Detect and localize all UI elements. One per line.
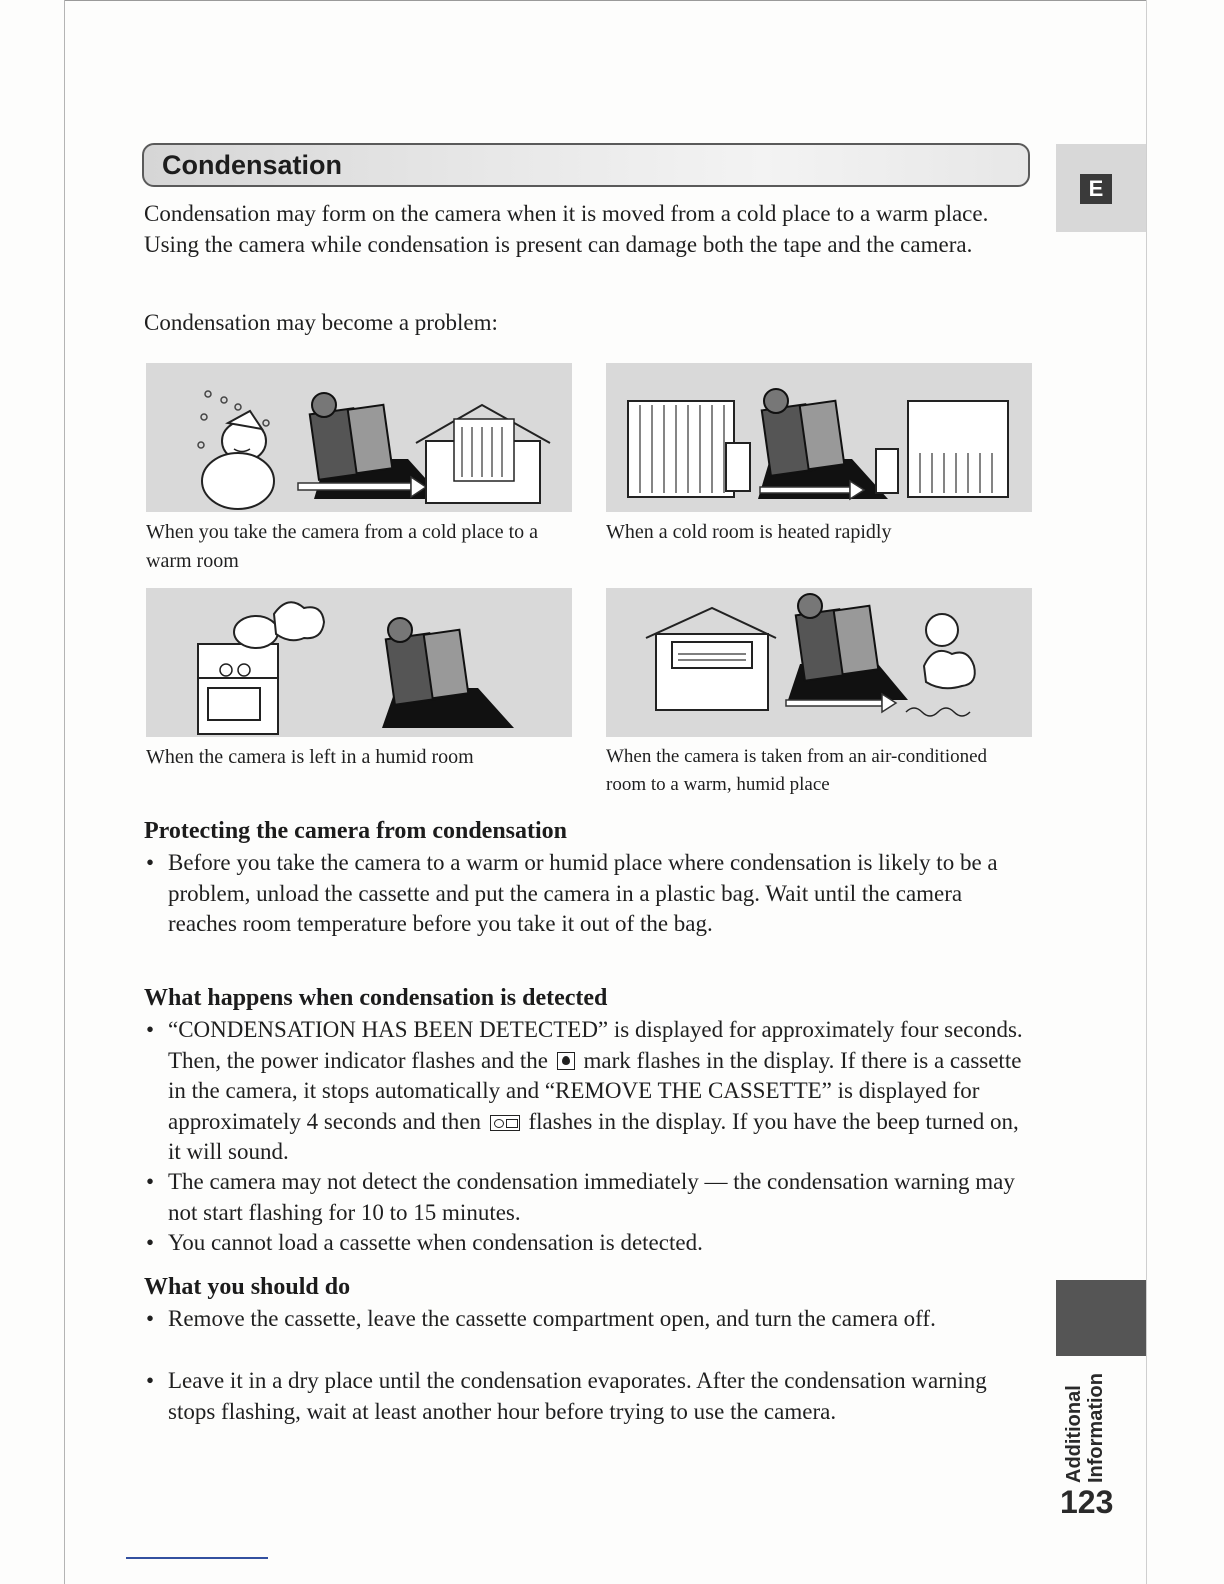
intro-paragraph: Condensation may form on the camera when it is moved from a cold place to a warm place. Using the camera while condensation is present can damage both the tape and the camera.: [144, 201, 989, 257]
bullet-dot: •: [146, 1306, 155, 1331]
detected-bullet-1: • “CONDENSATION HAS BEEN DETECTED” is displayed for approximately four seconds. Then, the power indicator flashes and the mark flashes in the display. If there is a cassette in the camera, it stops automatically and “REMOVE THE CASSETTE” is displayed for approximately 4 seconds and then flashes in the display. If you have the beep turned on, it will sound.: [146, 1017, 1023, 1164]
page-border-right: [1146, 0, 1147, 1584]
illustration-cold-to-warm: [146, 363, 572, 512]
bullet-dot: •: [146, 850, 155, 875]
section-header: [142, 143, 1030, 187]
should-do-heading: What you should do: [144, 1274, 351, 1300]
kitchen-scene-icon: [146, 588, 572, 737]
intro-lead: Condensation may become a problem:: [144, 310, 498, 335]
illustration-caption-3: When the camera is left in a humid room: [146, 746, 474, 768]
illustration-caption-2: When a cold room is heated rapidly: [606, 521, 892, 543]
illustration-aircon-to-humid: [606, 588, 1032, 737]
chapter-tab-bar: [1056, 1280, 1146, 1356]
condensation-drop-icon: [557, 1052, 575, 1070]
chapter-tab-label: Additional Information: [1063, 1373, 1107, 1483]
bullet-dot: •: [146, 1230, 155, 1255]
illustration-humid-room: [146, 588, 572, 737]
bullet-dot: •: [146, 1368, 155, 1393]
illustration-caption-1: When you take the camera from a cold place to a warm room: [146, 521, 539, 572]
page-number: 123: [1060, 1484, 1114, 1520]
language-tab-letter: E: [1080, 174, 1112, 204]
section-title: Condensation: [162, 150, 342, 180]
aircon-scene-icon: [606, 588, 1032, 737]
bottom-rule: [126, 1557, 268, 1559]
bullet-dot: •: [146, 1017, 155, 1042]
snowman-scene-icon: [146, 363, 572, 512]
page-border-top: [64, 0, 1146, 1]
detected-bullet-2: • The camera may not detect the condensation immediately — the condensation warning may not start flashing for 10 to 15 minutes.: [146, 1169, 1015, 1225]
illustration-caption-4: When the camera is taken from an air-conditioned room to a warm, humid place: [606, 746, 988, 795]
bullet-dot: •: [146, 1169, 155, 1194]
heated-room-scene-icon: [606, 363, 1032, 512]
should-do-bullet-1: • Remove the cassette, leave the cassette compartment open, and turn the camera off.: [144, 1304, 1034, 1335]
cassette-eject-icon: [490, 1115, 520, 1131]
detected-bullet-3: • You cannot load a cassette when condensation is detected.: [144, 1228, 1034, 1259]
illustration-room-heated: [606, 363, 1032, 512]
language-tab: [1056, 144, 1146, 232]
should-do-bullet-2: • Leave it in a dry place until the condensation evaporates. After the condensation warning stops flashing, wait at least another hour before trying to use the camera.: [146, 1368, 987, 1424]
detected-heading: What happens when condensation is detected: [144, 985, 608, 1011]
protecting-bullet-1: • Before you take the camera to a warm or humid place where condensation is likely to be a problem, unload the cassette and put the camera in a plastic bag. Wait until the camera reaches room temperature before you take it out of the bag.: [146, 850, 998, 936]
protecting-heading: Protecting the camera from condensation: [144, 818, 568, 844]
page-border-left: [64, 0, 65, 1584]
